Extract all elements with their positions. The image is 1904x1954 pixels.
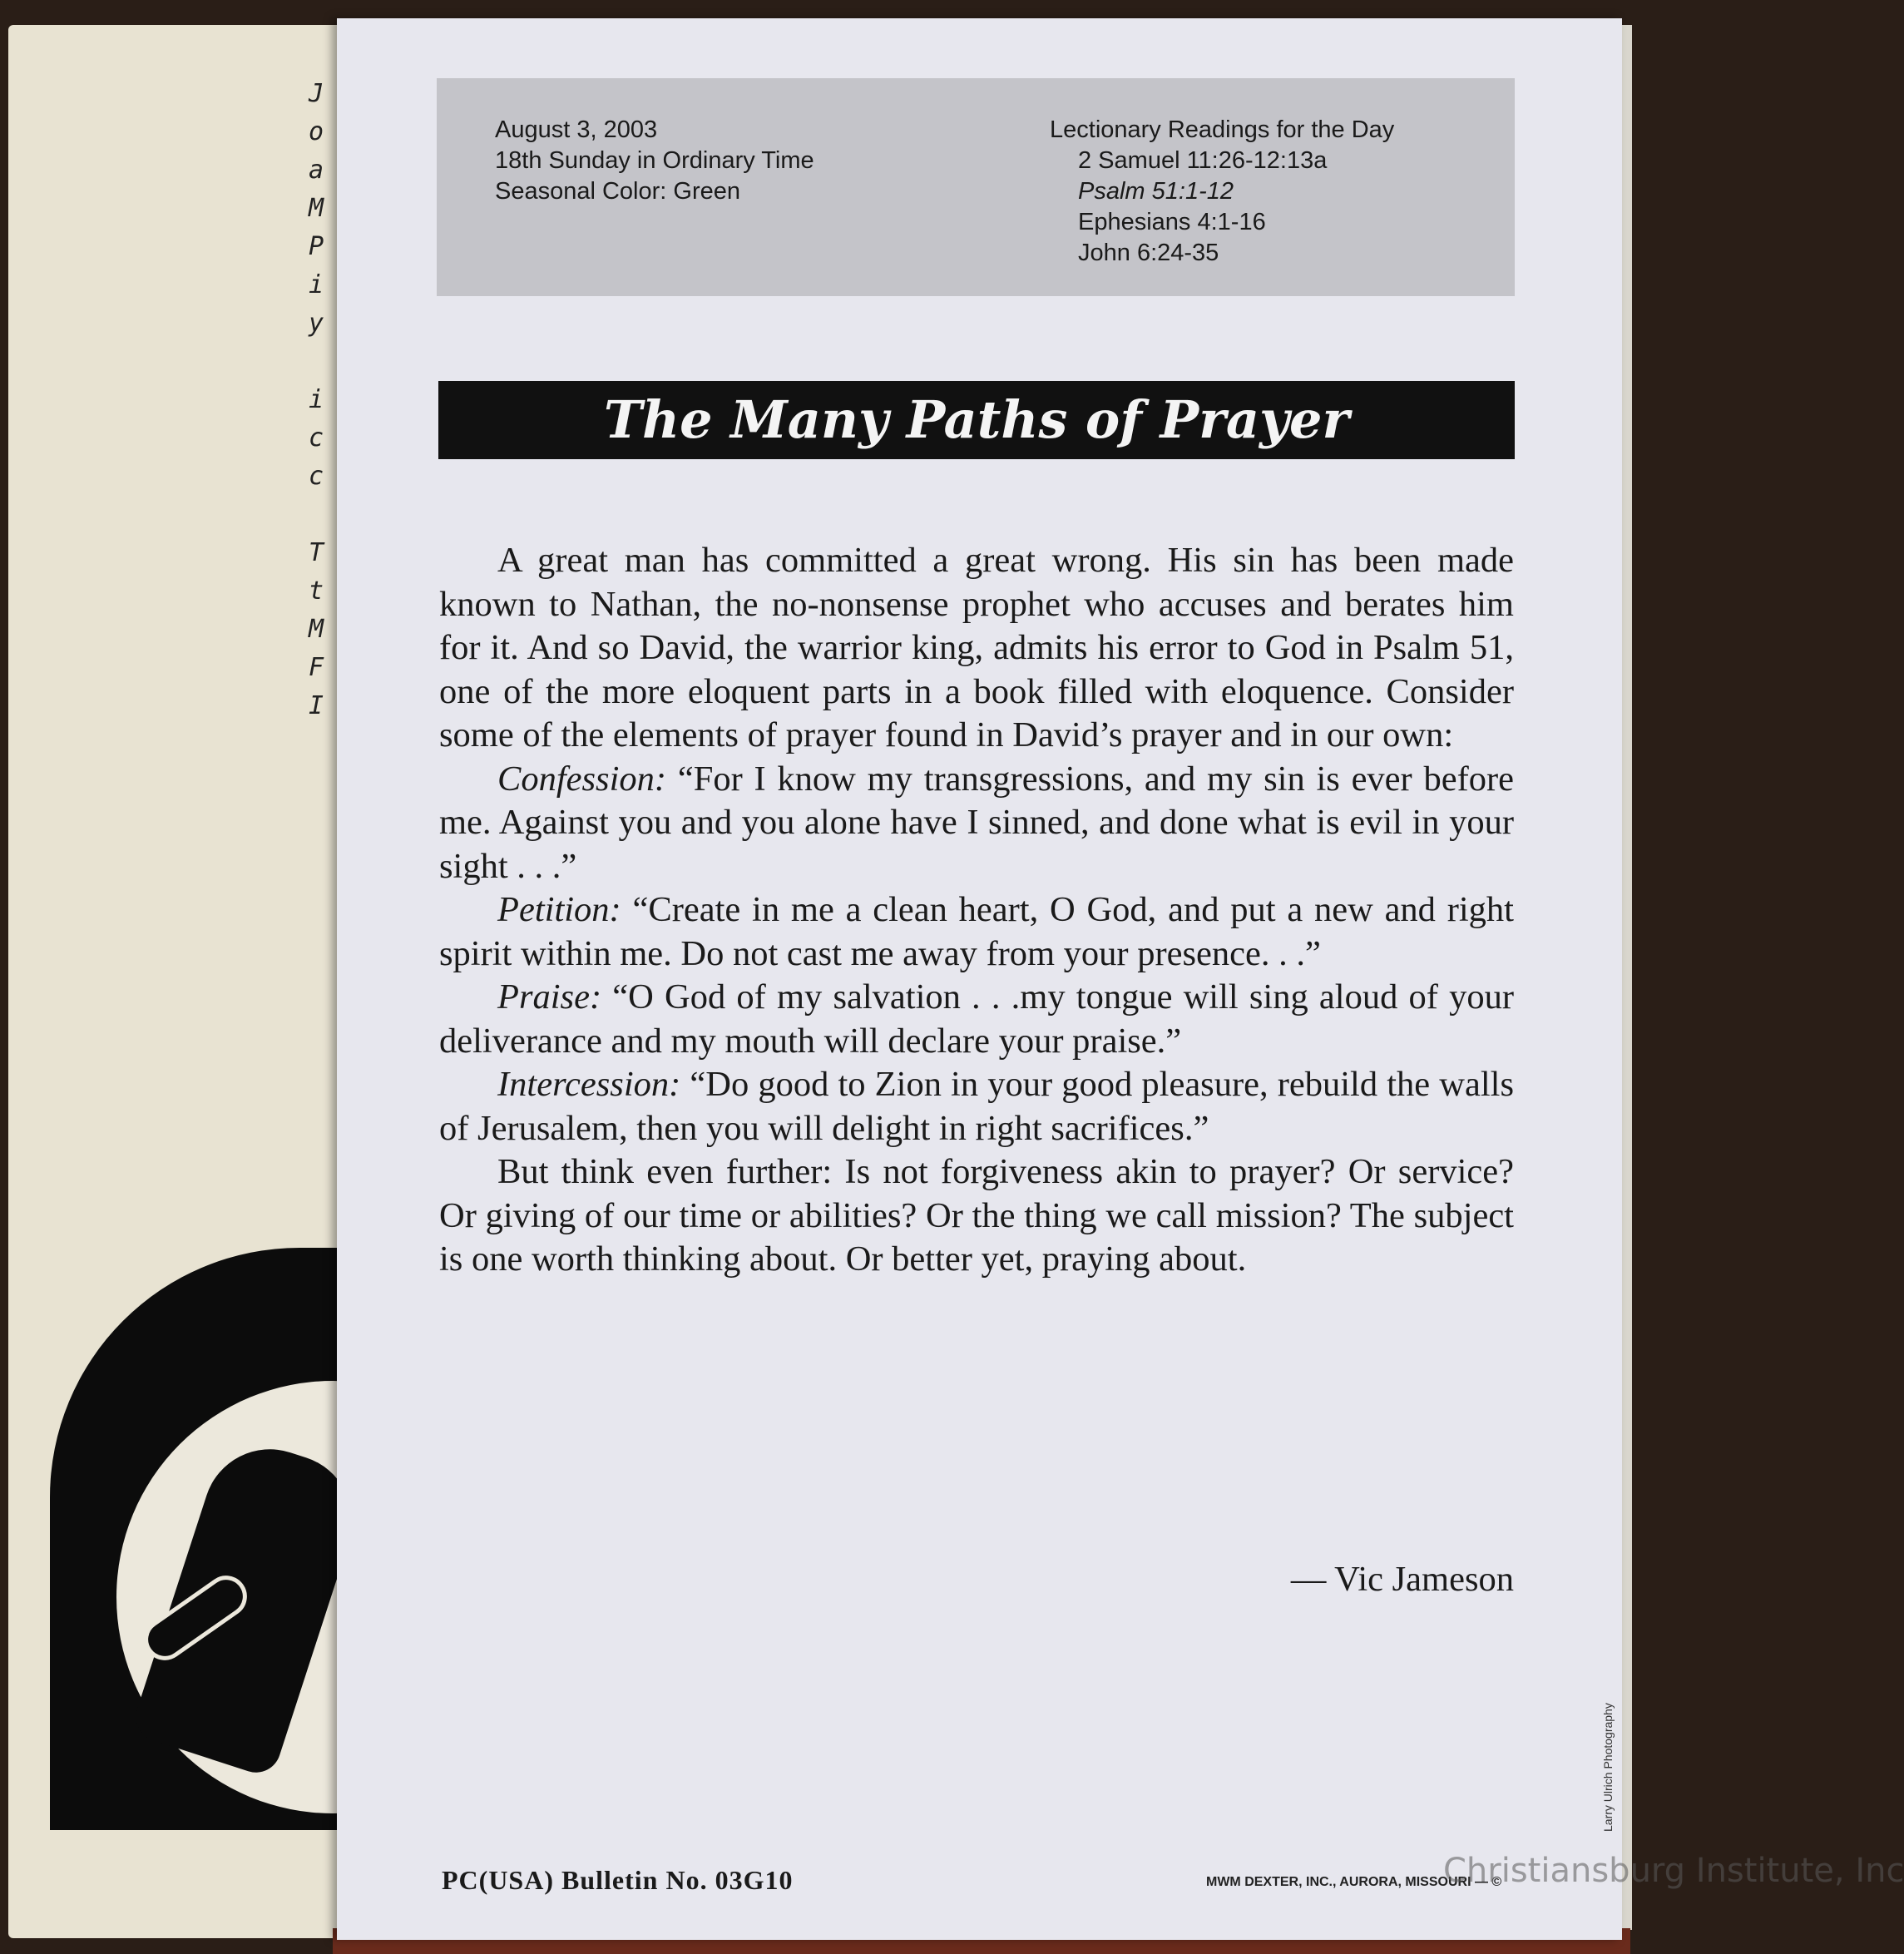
praise-paragraph — [439, 976, 1514, 1063]
back-letter: a — [308, 156, 324, 185]
reading-item: John 6:24-35 — [1078, 240, 1219, 266]
back-letter: M — [308, 615, 324, 644]
back-letter: M — [308, 194, 324, 223]
petition-label: Petition: — [497, 890, 621, 929]
article-body — [439, 539, 1514, 1282]
reading-item: Ephesians 4:1-16 — [1078, 209, 1266, 235]
petition-text: “Create in me a clean heart, O God, and put a new and right spirit within me. Do not cast me away from your presence. . .” — [439, 890, 1514, 973]
back-letter: t — [308, 576, 324, 606]
printer-credit: MWM DEXTER, INC., AURORA, MISSOURI — © — [1206, 1875, 1502, 1889]
watermark: Christiansburg Institute, Inc — [1443, 1852, 1904, 1890]
praise-text: “O God of my salvation . . .my tongue will sing aloud of your deliverance and my mouth will declare your praise.” — [439, 977, 1514, 1061]
back-letter: i — [308, 385, 324, 414]
intro-paragraph: A great man has committed a great wrong. His sin has been made known to Nathan, the no-nonsense prophet who accuses and berates him for it. And so David, the warrior king, admits his error to God in Psalm 51, one of the more eloquent parts in a book filled with eloquence. Consider some of the elements of prayer found in David’s prayer and in our own: — [439, 541, 1514, 754]
back-letter: c — [308, 462, 324, 491]
page-title: The Many Paths of Prayer — [438, 381, 1515, 459]
confession-paragraph — [439, 758, 1514, 889]
back-letter: P — [308, 232, 324, 261]
author-signature: — Vic Jameson — [1290, 1560, 1514, 1599]
confession-label: Confession: — [497, 759, 667, 799]
bulletin-page — [337, 18, 1904, 1940]
intercession-label: Intercession: — [497, 1065, 681, 1104]
back-letter: J — [308, 79, 324, 108]
back-letter: y — [308, 309, 324, 338]
back-letter: o — [308, 117, 324, 146]
reading-item: Psalm 51:1-12 — [1078, 178, 1234, 205]
back-letter — [299, 343, 333, 381]
header-box — [437, 78, 1515, 296]
back-sheet-letters — [299, 75, 333, 725]
service-date: August 3, 2003 — [495, 116, 658, 143]
reading-item: 2 Samuel 11:26-12:13a — [1078, 147, 1328, 174]
petition-paragraph — [439, 888, 1514, 976]
back-letter: F — [308, 653, 324, 682]
seasonal-color: Seasonal Color: Green — [495, 178, 740, 205]
readings-list — [1050, 146, 1394, 269]
closing-paragraph: But think even further: Is not forgiveness akin to prayer? Or service? Or giving of our time or abilities? Or the thing we call mission? The subject is one worth thinking about. Or better yet, praying about. — [439, 1152, 1514, 1279]
back-letter — [299, 496, 333, 534]
back-letter: I — [308, 691, 324, 720]
photo-credit: Larry Ulrich Photography — [1601, 1703, 1615, 1832]
confession-text: “For I know my transgressions, and my sin is ever before me. Against you and you alone have I sinned, and done what is evil in your sight . . .” — [439, 759, 1514, 886]
intercession-text: “Do good to Zion in your good pleasure, rebuild the walls of Jerusalem, then you will delight in right sacrifices.” — [439, 1065, 1514, 1148]
service-info — [495, 115, 814, 207]
back-letter: i — [308, 270, 324, 299]
lectionary-readings — [1050, 115, 1394, 269]
back-letter: T — [308, 538, 324, 567]
bulletin-number: PC(USA) Bulletin No. 03G10 — [442, 1865, 794, 1895]
back-letter: c — [308, 423, 324, 453]
intercession-paragraph — [439, 1063, 1514, 1150]
liturgical-sunday: 18th Sunday in Ordinary Time — [495, 147, 814, 174]
page-edge — [1622, 25, 1632, 1930]
praise-label: Praise: — [497, 977, 602, 1017]
readings-title: Lectionary Readings for the Day — [1050, 116, 1395, 143]
